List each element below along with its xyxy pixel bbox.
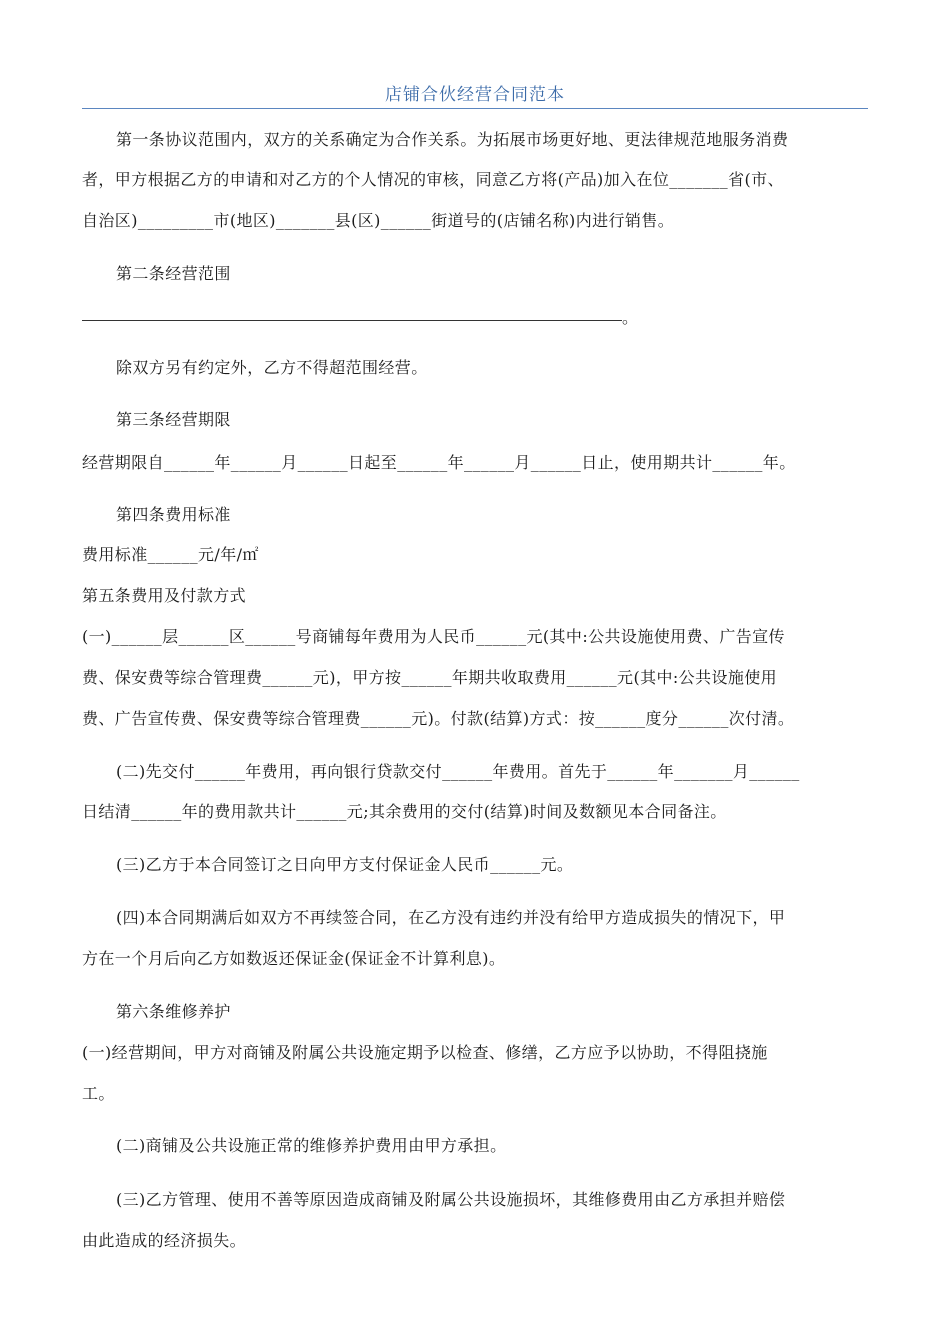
- header-rule: [82, 108, 868, 109]
- section-heading: 第四条费用标准: [116, 505, 231, 524]
- text-line: (四)本合同期满后如双方不再续签合同，在乙方没有违约并没有给甲方造成损失的情况下，甲: [116, 908, 786, 927]
- text-line: (二)先交付______年费用，再向银行贷款交付______年费用。首先于______年_______月______: [116, 762, 800, 781]
- text-line: 费用标准______元/年/㎡: [82, 545, 259, 564]
- text-line: (二)商铺及公共设施正常的维修养护费用由甲方承担。: [116, 1136, 507, 1155]
- section-heading: 第六条维修养护: [116, 1002, 231, 1021]
- text-line: 工。: [82, 1084, 115, 1103]
- text-line: (一)经营期间，甲方对商铺及附属公共设施定期予以检查、修缮，乙方应予以协助，不得阻挠施: [82, 1043, 768, 1062]
- text-line: 日结清______年的费用款共计______元;其余费用的交付(结算)时间及数额见本合同备注。: [82, 802, 727, 821]
- text-line: (三)乙方于本合同签订之日向甲方支付保证金人民币______元。: [116, 855, 574, 874]
- text-line: 除双方另有约定外，乙方不得超范围经营。: [116, 358, 428, 377]
- text-line: 费、广告宣传费、保安费等综合管理费______元)。付款(结算)方式：按______度分______次付清。: [82, 709, 795, 728]
- text-line: (三)乙方管理、使用不善等原因造成商铺及附属公共设施损坏，其维修费用由乙方承担并赔偿: [116, 1190, 786, 1209]
- scope-blank: [82, 320, 622, 321]
- text-line: 第一条协议范围内，双方的关系确定为合作关系。为拓展市场更好地、更法律规范地服务消费: [116, 130, 789, 149]
- scope-blank-end: 。: [622, 308, 639, 327]
- text-line: 费、保安费等综合管理费______元)，甲方按______年期共收取费用______元(其中:公共设施使用: [82, 668, 778, 687]
- text-line: (一)______层______区______号商铺每年费用为人民币______元(其中:公共设施使用费、广告宣传: [82, 627, 785, 646]
- text-line: 自治区)_________市(地区)_______县(区)______街道号的(店铺名称)内进行销售。: [82, 211, 675, 230]
- section-heading: 第三条经营期限: [116, 410, 231, 429]
- document-header: 店铺合伙经营合同范本: [385, 85, 565, 105]
- text-line: 方在一个月后向乙方如数返还保证金(保证金不计算利息)。: [82, 949, 506, 968]
- section-heading: 第五条费用及付款方式: [82, 586, 247, 605]
- section-heading: 第二条经营范围: [116, 264, 231, 283]
- text-line: 者，甲方根据乙方的申请和对乙方的个人情况的审核，同意乙方将(产品)加入在位_______省(市、: [82, 170, 784, 189]
- text-line: 由此造成的经济损失。: [82, 1231, 247, 1250]
- text-line: 经营期限自______年______月______日起至______年______月______日止，使用期共计______年。: [82, 453, 796, 472]
